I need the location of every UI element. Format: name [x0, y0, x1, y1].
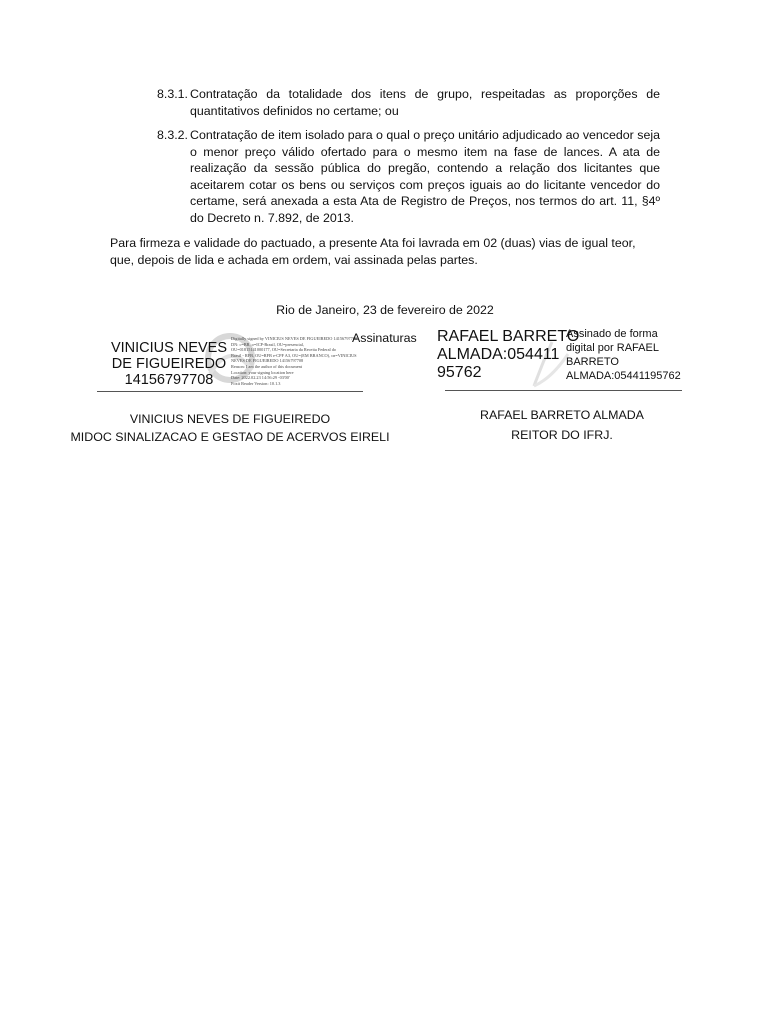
signature-line-right — [445, 390, 682, 391]
clause-8-3-2 — [157, 127, 660, 226]
signer-right-caption — [442, 408, 682, 442]
clause-text: Contratação da totalidade dos itens de grupo, respeitadas as proporções de quantitativos definidos no certame; ou — [190, 87, 660, 118]
stamp-line: 95762 — [437, 364, 482, 381]
detail-line: Foxit Reader Version: 10.1.3 — [231, 380, 281, 386]
stamp-line: 14156797708 — [124, 372, 214, 388]
detail-line: Brasil - RFB, OU=RFB e-CPF A3, OU=(EM BRANCO), cn=VINICIUS — [231, 352, 357, 358]
clause-number: 8.3.1. — [157, 87, 189, 101]
signer-right-role: REITOR DO IFRJ. — [511, 428, 613, 442]
detail-line: BARRETO — [566, 356, 619, 368]
signer-left-name: VINICIUS NEVES DE FIGUEIREDO — [129, 412, 331, 426]
detail-line: Assinado de forma — [566, 328, 658, 340]
detail-line: OU=01815141000177, OU=Secretaria da Receita Federal do — [231, 347, 337, 353]
signature-line-left — [97, 391, 363, 392]
detail-line: Location: your signing location here — [231, 369, 294, 375]
detail-line: Reason: I am the author of this document — [231, 363, 303, 369]
signer-right-stamp — [437, 328, 579, 382]
place-date: Rio de Janeiro, 23 de fevereiro de 2022 — [276, 303, 494, 317]
signer-left-stamp — [104, 340, 234, 388]
detail-line: NEVES DE FIGUEIREDO 14156797708 — [231, 358, 304, 364]
clause-8-3-1 — [157, 86, 660, 119]
clause-text: Contratação de item isolado para o qual o preço unitário adjudicado ao vencedor seja o menor preço válido ofertado para o mesmo item na fase de lances. A ata de realização da sessão pública do pregão, contendo a relação dos licitantes que aceitarem cotar os bens ou serviços com preços iguais ao do licitante vencedor do certame, será anexada a esta Ata de Registro de Preços, nos termos do art. 11, §4º do Decreto n. 7.892, de 2013. — [190, 128, 660, 225]
signatures-label: Assinaturas — [352, 331, 417, 345]
signer-left-caption — [60, 412, 400, 444]
detail-line: ALMADA:05441195762 — [566, 370, 681, 382]
detail-line: Date: 2022.02.23 14:56:29 -03'00' — [231, 375, 290, 381]
signer-left-digital-details — [231, 336, 361, 386]
stamp-line: DE FIGUEIREDO — [111, 356, 227, 372]
detail-line: Digitally signed by VINICIUS NEVES DE FIGUEIREDO 14156797708 — [231, 336, 358, 341]
clause-number: 8.3.2. — [157, 128, 189, 142]
stamp-line: VINICIUS NEVES — [110, 340, 228, 356]
detail-line: digital por RAFAEL — [566, 342, 659, 354]
closing-paragraph: Para firmeza e validade do pactuado, a presente Ata foi lavrada em 02 (duas) vias de igual teor, que, depois de lida e achada em ordem, vai assinada pelas partes. — [110, 236, 636, 267]
stamp-line: ALMADA:054411 — [437, 346, 560, 363]
signer-right-digital-details — [566, 327, 681, 383]
signer-right-name: RAFAEL BARRETO ALMADA — [480, 408, 644, 422]
stamp-line: RAFAEL BARRETO — [437, 328, 580, 345]
signer-left-company: MIDOC SINALIZACAO E GESTAO DE ACERVOS EIRELI — [70, 430, 390, 444]
detail-line: DN: c=BR, o=ICP-Brasil, OU=presencial, — [231, 341, 304, 347]
